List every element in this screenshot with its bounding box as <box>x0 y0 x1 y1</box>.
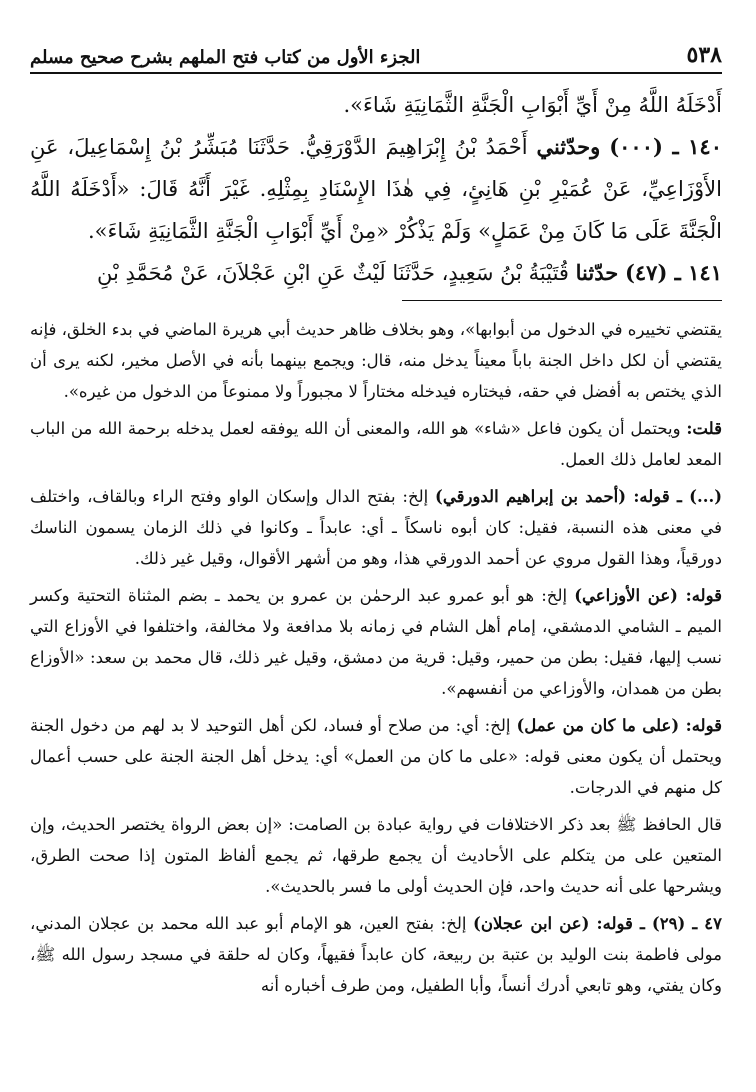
hadith-text <box>30 84 722 294</box>
hadith-140-number: ١٤٠ ـ (٠٠٠) <box>609 134 722 159</box>
note-4-lead: قوله: (عن الأوزاعي) <box>574 586 722 605</box>
hadith-141-number: ١٤١ ـ (٤٧) <box>624 260 722 285</box>
note-paragraph-1: يقتضي تخييره في الدخول من أبوابها»، وهو بخلاف ظاهر حديث أبي هريرة الماضي في بدء الخلق، فإنه يقتضي أن لكل داخل الجنة باباً معيناً يدخل منه، قال: ويجمع بينهما بأنه في الأصل مخير، لكنه يرى أن الذي يختص به أفضل في حقه، فيختاره فيدخله مختاراً لا مجبوراً ولا ممنوعاً من الدخول من غيره». <box>30 320 722 401</box>
hadith-141-lead: حدّثنا <box>575 260 619 285</box>
hadith-continuation: أَدْخَلَهُ اللَّهُ مِنْ أَيِّ أَبْوَابِ الْجَنَّةِ الثَّمَانِيَةِ شَاءَ». <box>343 93 722 117</box>
note-paragraph-7 <box>30 908 722 1001</box>
note-5-text: إلخ: أي: من صلاح أو فساد، لكن أهل التوحيد لا بد لهم من دخول الجنة ويحتمل أن يكون معنى قوله: «على ما كان من العمل» أي: يدخل أهل الجنة الجنة على حسب أعمال كل منهم في الدرجات. <box>30 716 722 797</box>
note-paragraph-5 <box>30 710 722 803</box>
note-paragraph-3 <box>30 481 722 574</box>
note-3-lead: (...) ـ قوله: (أحمد بن إبراهيم الدورقي) <box>435 487 723 506</box>
note-5-lead: قوله: (على ما كان من عمل) <box>516 716 722 735</box>
page-header <box>30 36 722 74</box>
note-paragraph-4 <box>30 580 722 704</box>
hadith-140 <box>30 126 722 252</box>
hadith-140-text: أَحْمَدُ بْنُ إِبْرَاهِيمَ الدَّوْرَقِيُّ. حَدَّثَنَا مُبَشِّرُ بْنُ إِسْمَاعِيلَ، عَنِ الأَوْزَاعِيِّ، عَنْ عُمَيْرِ بْنِ هَانِئٍ، فِي هٰذَا الإِسْنَادِ بِمِثْلِهِ. غَيْرَ أَنَّهُ قَالَ: «أَدْخَلَهُ اللَّهُ الْجَنَّةَ عَلَى مَا كَانَ مِنْ عَمَلٍ» وَلَمْ يَذْكُرْ «مِنْ أَيِّ أَبْوَابِ الْجَنَّةِ الثَّمَانِيَةِ شَاءَ». <box>30 135 722 243</box>
note-paragraph-6: قال الحافظ ﷺ بعد ذكر الاختلافات في رواية عبادة بن الصامت: «إن بعض الرواة يختصر الحديث، وإن المتعين على من يتكلم على الأحاديث أن يجمع طرقها، ثم يجمع ألفاظ المتون إذا صحت الطرق، ويشرحها على أنه حديث واحد، فإن الحديث أولى ما فسر بالحديث». <box>30 815 722 896</box>
note-2-lead: قلت: <box>686 419 722 438</box>
note-4-text: إلخ: هو أبو عمرو عبد الرحمٰن بن عمرو بن يحمد ـ بضم المثناة التحتية وكسر الميم ـ الشامي الدمشقي، إمام أهل الشام في زمانه بلا مدافعة ولا مخالفة، واختلفوا في الأوزاع التي نسب إليها، فقيل: بطن من حمير، وقيل: قرية من دمشق، وقيل غير ذلك، قال محمد بن سعد: «الأوزاع بطن من همدان، والأوزاعي من أنفسهم». <box>30 586 722 698</box>
hadith-140-lead: وحدّثني <box>536 134 601 159</box>
note-3-text: إلخ: بفتح الدال وإسكان الواو وفتح الراء وبالقاف، واختلف في معنى هذه النسبة، فقيل: كان أبوه ناسكاً ـ أي: عابداً ـ وكانوا في ذلك الزمان يسمون الناسك دورقياً، وهذا القول مروي عن أحمد الدورقي هذا، وهو من أشهر الأقوال، وقيل غير ذلك. <box>30 487 722 568</box>
footnote-divider <box>402 300 722 301</box>
note-7-lead: ٤٧ ـ (٢٩) ـ قوله: (عن ابن عجلان) <box>473 914 722 933</box>
note-7-text: إلخ: بفتح العين، هو الإمام أبو عبد الله محمد بن عجلان المدني، مولى فاطمة بنت الوليد بن عتبة بن ربيعة، كان عابداً فقيهاً، وكان له حلقة في مسجد رسول الله ﷺ، وكان يفتي، وهو تابعي أدرك أنساً، وأبا الطفيل، ومن طرف أخباره أنه <box>30 914 722 995</box>
note-2-text: ويحتمل أن يكون فاعل «شاء» هو الله، والمعنى أن الله يوفقه لعمل يدخله برحمة الله من الباب المعد لعامل ذلك العمل. <box>30 419 722 469</box>
page-number: ٥٣٨ <box>686 42 722 68</box>
hadith-141-text: قُتَيْبَةُ بْنُ سَعِيدٍ، حَدَّثَنَا لَيْثٌ عَنِ ابْنِ عَجْلاَنَ، عَنْ مُحَمَّدِ بْنِ <box>96 261 569 285</box>
note-paragraph-2 <box>30 413 722 475</box>
running-title: الجزء الأول من كتاب فتح الملهم بشرح صحيح مسلم <box>30 47 421 68</box>
commentary <box>30 314 722 1007</box>
hadith-141 <box>30 252 722 294</box>
